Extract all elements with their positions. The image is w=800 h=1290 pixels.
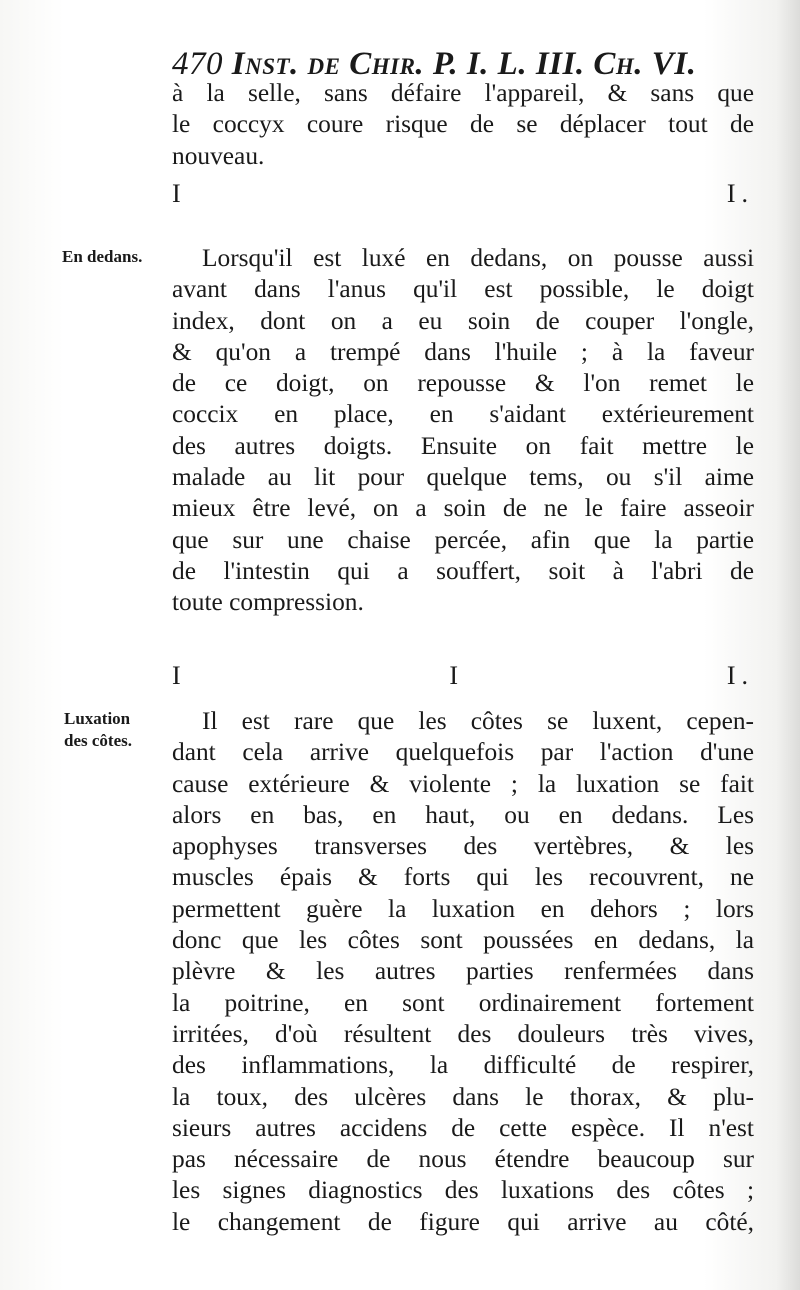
- section-number: I I.: [172, 179, 754, 208]
- text-line: à la selle, sans défaire l'appareil, & sans que: [172, 79, 754, 107]
- text-line: Lorsqu'il est luxé en dedans, on pousse aussi: [202, 244, 754, 272]
- margin-note-line: Luxation: [64, 709, 131, 728]
- text-line: que sur une chaise percée, afin que la partie: [172, 525, 754, 554]
- margin-note-line: des côtes.: [64, 731, 132, 750]
- text-line: Il est rare que les côtes se luxent, cepen-: [202, 707, 754, 735]
- text-line: la toux, des ulcères dans le thorax, & plu-: [172, 1082, 754, 1111]
- text-line: de ce doigt, on repousse & l'on remet le: [172, 369, 754, 398]
- text-line: dant cela arrive quelquefois par l'action d'une: [172, 738, 754, 767]
- section-heading-2: [172, 178, 754, 218]
- text-line: donc que les côtes sont poussées en dedans, la: [172, 926, 754, 955]
- text-line: avant dans l'anus qu'il est possible, le doigt: [172, 275, 754, 304]
- text-line: index, dont on a eu soin de couper l'ongle,: [172, 306, 754, 335]
- text-line: apophyses transverses des vertèbres, & les: [172, 832, 754, 861]
- running-title: Inst. de Chir. P. I. L. III. Ch. VI.: [231, 46, 697, 82]
- margin-note-en-dedans: En dedans.: [62, 247, 143, 266]
- text-line: toute compression.: [172, 588, 364, 617]
- text-line: plèvre & les autres parties renfermées dans: [172, 957, 754, 986]
- text-line: permettent guère la luxation en dehors ; lors: [172, 894, 754, 923]
- text-line: le coccyx coure risque de se déplacer tout de: [172, 110, 754, 139]
- margin-note-luxation: [64, 708, 132, 752]
- text-line: nouveau.: [172, 141, 265, 170]
- text-line: sieurs autres accidens de cette espèce. Il n'est: [172, 1113, 754, 1142]
- text-line: irritées, d'où résultent des douleurs très vives,: [172, 1019, 754, 1048]
- text-line: malade au lit pour quelque tems, ou s'il aime: [172, 463, 754, 492]
- section-3-paragraph: [172, 706, 754, 1238]
- text-line: des autres doigts. Ensuite on fait mettre le: [172, 431, 754, 460]
- section-heading-3: [172, 660, 754, 700]
- page-number: 470: [172, 46, 223, 82]
- section-2-paragraph: [172, 243, 754, 619]
- text-line: les signes diagnostics des luxations des côtes ;: [172, 1176, 754, 1205]
- text-line: & qu'on a trempé dans l'huile ; à la faveur: [172, 337, 754, 366]
- text-line: cause extérieure & violente ; la luxation se fait: [172, 769, 754, 798]
- text-line: de l'intestin qui a souffert, soit à l'abri de: [172, 556, 754, 585]
- text-line: le changement de figure qui arrive au côté,: [172, 1207, 754, 1236]
- section-number: I I I.: [172, 661, 754, 690]
- text-line: muscles épais & forts qui les recouvrent, ne: [172, 863, 754, 892]
- text-line: pas nécessaire de nous étendre beaucoup sur: [172, 1145, 754, 1174]
- text-line: mieux être levé, on a soin de ne le faire asseoir: [172, 494, 754, 523]
- text-line: coccix en place, en s'aidant extérieurement: [172, 400, 754, 429]
- text-line: la poitrine, en sont ordinairement fortement: [172, 988, 754, 1017]
- text-line: alors en bas, en haut, ou en dedans. Les: [172, 800, 754, 829]
- continued-paragraph: [172, 78, 754, 172]
- text-line: des inflammations, la difficulté de respirer,: [172, 1051, 754, 1080]
